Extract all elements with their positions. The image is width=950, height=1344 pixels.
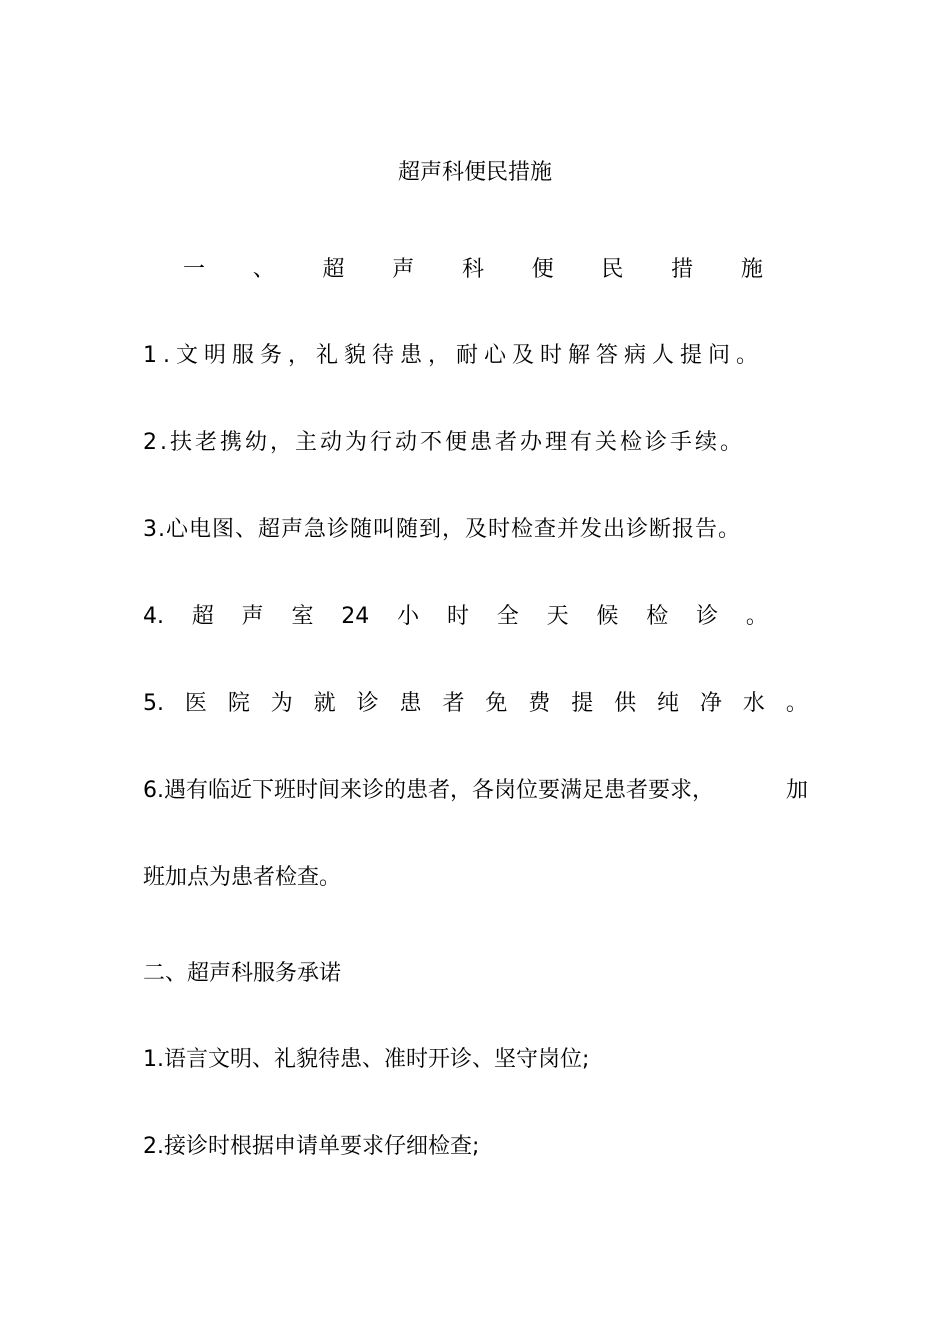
item-token: 4. <box>143 604 164 629</box>
item-token: 患 <box>399 691 422 716</box>
item-token: 为 <box>270 691 293 716</box>
section1-item-3: 3.心电图、超声急诊随叫随到，及时检查并发出诊断报告。 <box>143 517 741 542</box>
item-token: 净 <box>699 691 722 716</box>
item-token: 室 <box>291 604 314 629</box>
item-token: 。 <box>785 691 808 716</box>
item-token: 免 <box>485 691 508 716</box>
item-token: 就 <box>313 691 336 716</box>
item-token: 小 <box>397 604 420 629</box>
item-6-tail: 加 <box>785 778 808 803</box>
item-token: 全 <box>496 604 519 629</box>
section1-item-2: 2.扶老携幼，主动为行动不便患者办理有关检诊手续。 <box>143 430 745 455</box>
heading-char: 民 <box>601 257 624 282</box>
item-token: 者 <box>442 691 465 716</box>
item-token: 超 <box>191 604 214 629</box>
item-token: 院 <box>227 691 250 716</box>
section2-item-1: 1.语言文明、礼貌待患、准时开诊、坚守岗位; <box>143 1047 590 1072</box>
item-token: 检 <box>646 604 669 629</box>
item-token: 天 <box>546 604 569 629</box>
section2-item-2: 2.接诊时根据申请单要求仔细检查; <box>143 1134 480 1159</box>
item-token: 纯 <box>657 691 680 716</box>
section1-item-1: 1.文明服务，礼貌待患，耐心及时解答病人提问。 <box>143 343 764 368</box>
item-token: 声 <box>241 604 264 629</box>
item-token: 诊 <box>696 604 719 629</box>
section1-item-5 <box>143 689 808 719</box>
item-token: 候 <box>596 604 619 629</box>
item-token: 24 <box>341 604 370 629</box>
section1-item-6-line-2: 班加点为患者检查。 <box>143 865 342 890</box>
document-title: 超声科便民措施 <box>397 160 552 185</box>
item-token: 5. <box>143 691 164 716</box>
item-token: 医 <box>184 691 207 716</box>
section1-item-6-line-1 <box>143 776 808 806</box>
heading-char: 措 <box>671 257 694 282</box>
item-token: 供 <box>614 691 637 716</box>
item-token: 。 <box>745 604 768 629</box>
heading-char: 科 <box>461 257 484 282</box>
heading-char: 声 <box>392 257 415 282</box>
heading-char: 便 <box>531 257 554 282</box>
item-token: 诊 <box>356 691 379 716</box>
heading-char: 超 <box>322 257 345 282</box>
heading-char: 施 <box>740 257 763 282</box>
heading-char: 一 <box>183 257 206 282</box>
item-token: 费 <box>528 691 551 716</box>
section1-heading <box>183 255 763 285</box>
section2-heading: 二、超声科服务承诺 <box>143 961 342 986</box>
item-token: 时 <box>446 604 469 629</box>
item-token: 提 <box>571 691 594 716</box>
heading-char: 、 <box>252 257 275 282</box>
item-6-text: 6.遇有临近下班时间来诊的患者，各岗位要满足患者要求， <box>143 778 714 803</box>
section1-item-4 <box>143 602 768 632</box>
item-token: 水 <box>742 691 765 716</box>
